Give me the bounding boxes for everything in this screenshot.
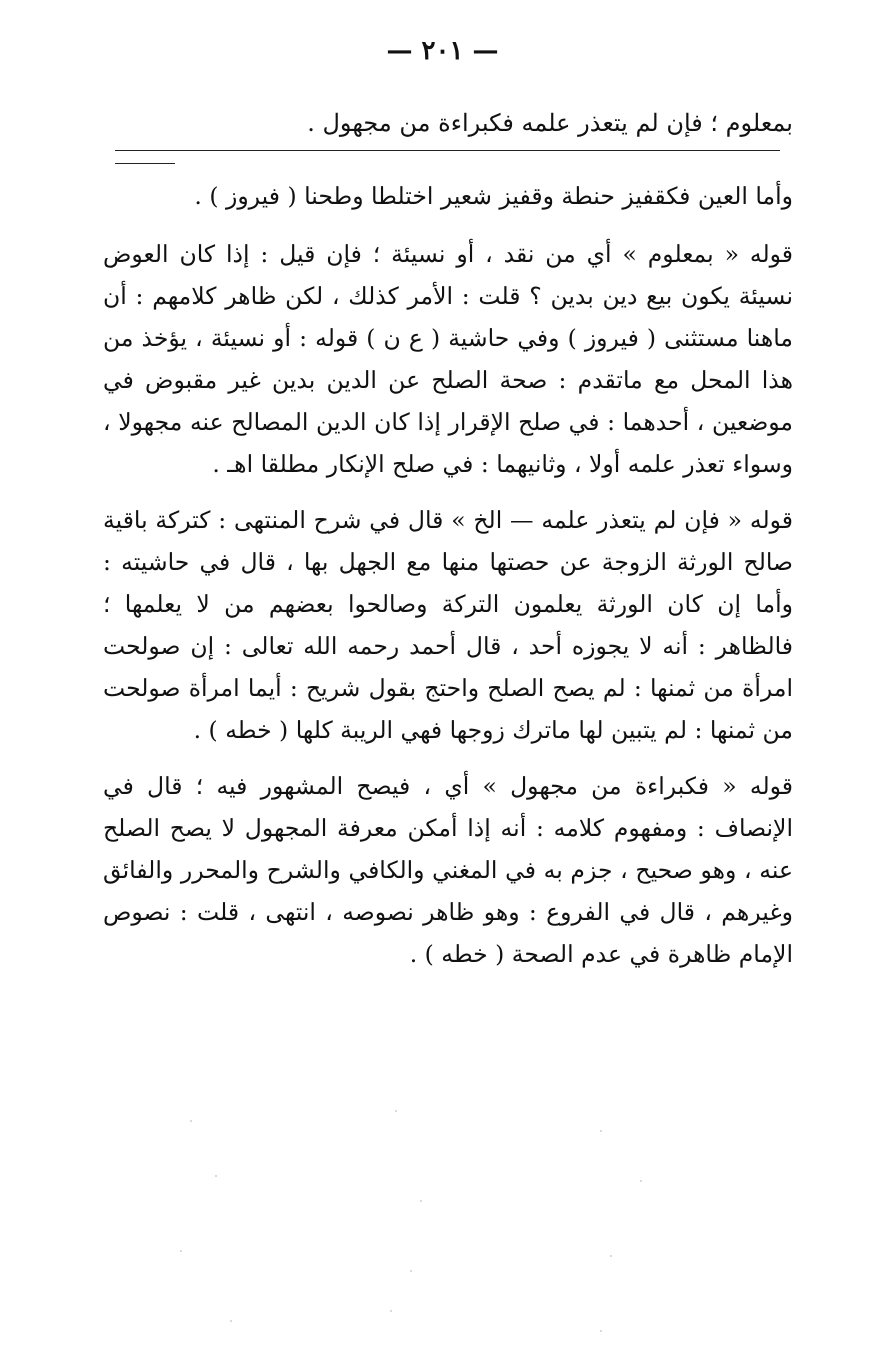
speckle-dot [410,1270,412,1272]
speckle-dot [600,1130,602,1132]
paragraph-qafiz: وأما العين فكقفيز حنطة وقفيز شعير اختلطا وطحنا ( فيروز ) . [194,182,793,210]
page-number: — ٢٠١ — [386,36,499,66]
continued-text-line: بمعلوم ؛ فإن لم يتعذر علمه فكبراءة من مجهول . [307,109,793,137]
speckle-dot [600,1330,602,1332]
speckle-dot [390,1310,392,1312]
speckle-dot [180,1250,182,1252]
separator-rule [115,150,780,151]
paragraph-bimaloum: قوله « بمعلوم » أي من نقد ، أو نسيئة ؛ فإن قيل : إذا كان العوض نسيئة يكون بيع دين بدين ؟ قلت : الأمر كذلك ، لكن ظاهر كلامهم : أن ماهنا مستثنى ( فيروز ) وفي حاشية ( ع ن ) قوله : أو نسيئة ، يؤخذ من هذا المحل مع ماتقدم : صحة الصلح عن الدين بدين غير مقبوض في موضعين ، أحدهما : في صلح الإقرار إذا كان الدين المصالح عنه مجهولا ، وسواء تعذر علمه أولا ، وثانيهما : في صلح الإنكار مطلقا اهـ . [103,240,793,478]
paper-speckle [0,1080,885,1363]
paragraph-lam-yataadhar: قوله « فإن لم يتعذر علمه — الخ » قال في شرح المنتهى : كتركة باقية صالح الورثة الزوجة عن حصتها منها مع الجهل بها ، قال في حاشيته : وأما إن كان الورثة يعلمون التركة وصالحوا بعضهم من لا يعلمها ؛ فالظاهر : أنه لا يجوزه أحد ، قال أحمد رحمه الله تعالى : إن صولحت امرأة من ثمنها : لم يصح الصلح واحتج بقول شريح : أيما امرأة صولحت من ثمنها : لم يتبين لها ماترك زوجها فهي الريبة كلها ( خطه ) . [103,506,793,744]
speckle-dot [610,1255,612,1257]
speckle-dot [215,1175,217,1177]
paragraph-baraa-majhul: قوله « فكبراءة من مجهول » أي ، فيصح المشهور فيه ؛ قال في الإنصاف : ومفهوم كلامه : أنه إذا أمكن معرفة المجهول لا يصح الصلح عنه ، وهو صحيح ، جزم به في المغني والكافي والشرح والمحرر والفائق وغيرهم ، قال في الفروع : وهو ظاهر نصوصه ، انتهى ، قلت : نصوص الإمام ظاهرة في عدم الصحة ( خطه ) . [103,772,793,968]
commentary-body [103,175,793,989]
speckle-dot [230,1320,232,1322]
separator-rule-short [115,163,175,164]
speckle-dot [420,1200,422,1202]
speckle-dot [190,1120,192,1122]
speckle-dot [395,1110,397,1112]
speckle-dot [640,1180,642,1182]
